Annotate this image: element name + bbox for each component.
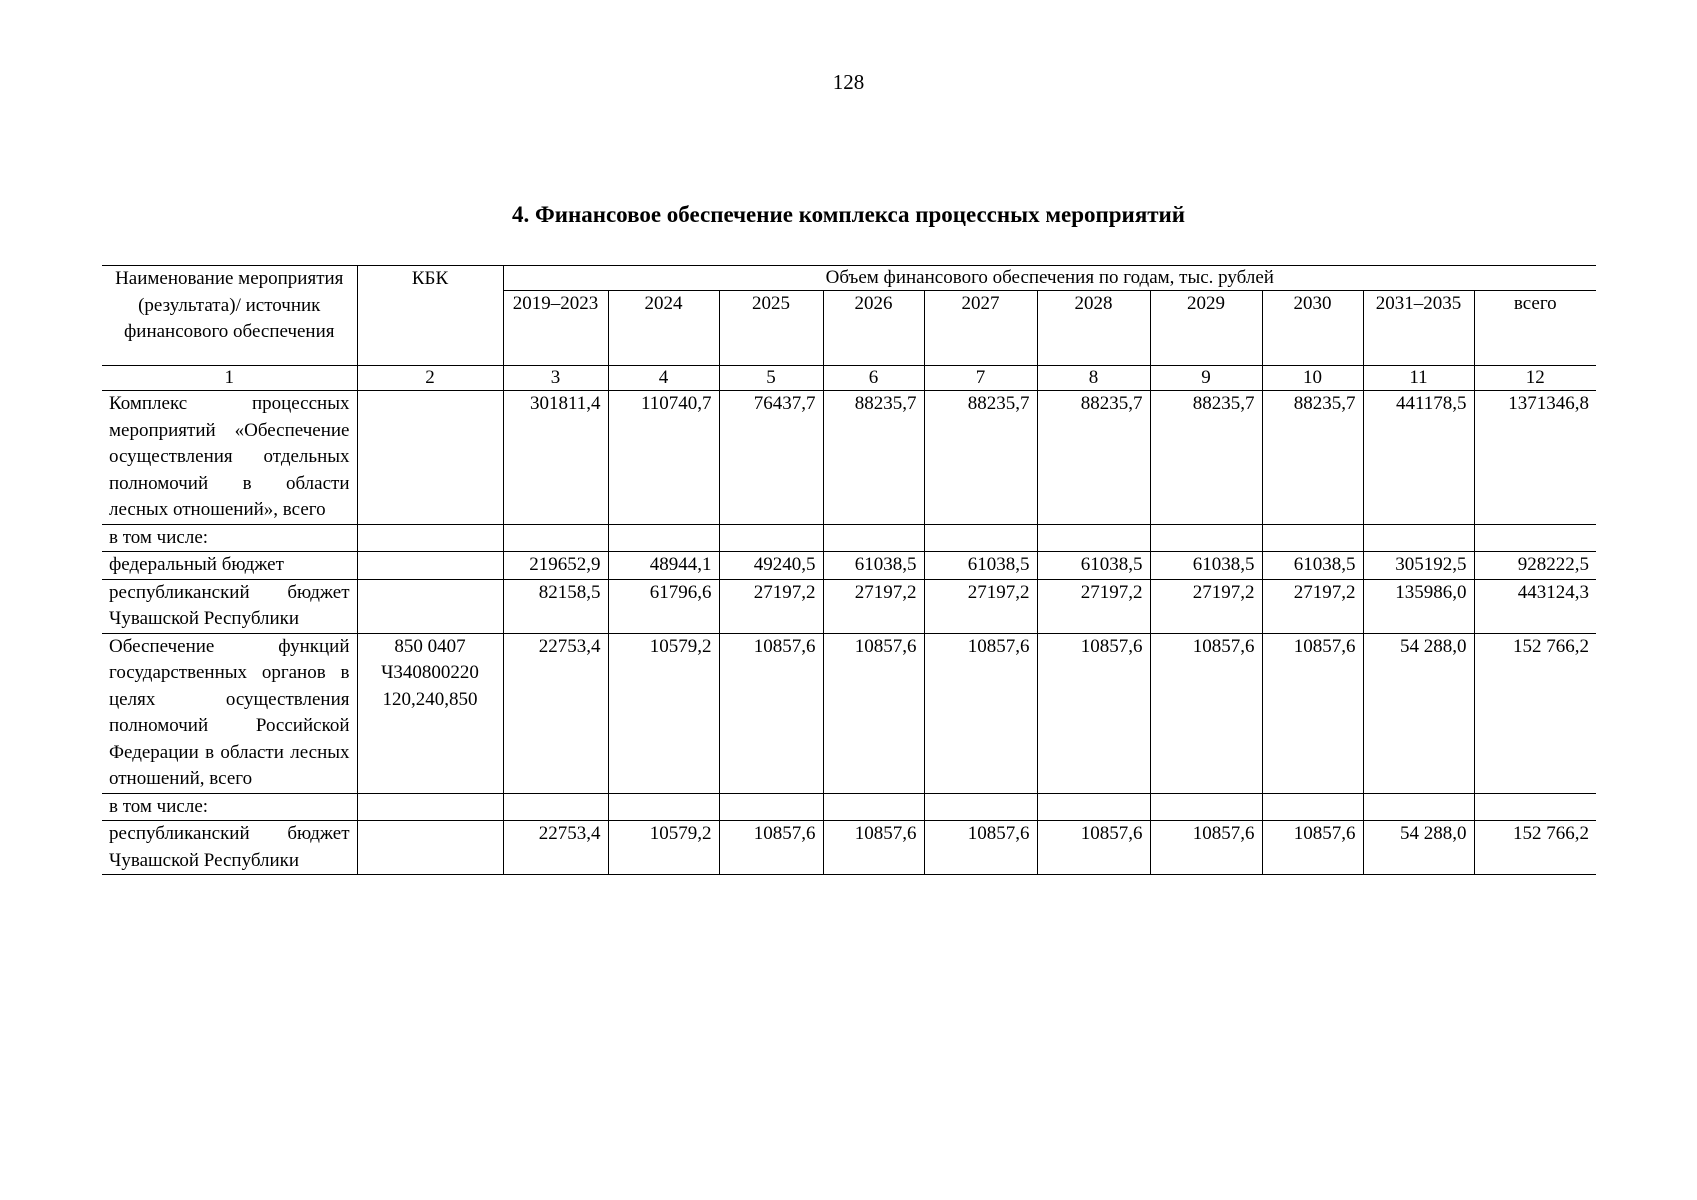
table-row xyxy=(102,552,1596,580)
header-year: 2027 xyxy=(924,291,1037,366)
row-name: Комплекс процессных мероприятий «Обеспечение осуществления отдельных полномочий в области лесных отношений», всего xyxy=(102,391,357,525)
header-year: 2028 xyxy=(1037,291,1150,366)
value-cell: 305192,5 xyxy=(1363,552,1474,580)
header-name: Наименование мероприятия (результата)/ источник финансового обеспечения xyxy=(102,266,357,366)
value-cell: 61038,5 xyxy=(924,552,1037,580)
section-title: 4. Финансовое обеспечение комплекса процессных мероприятий xyxy=(511,202,1186,227)
column-number: 8 xyxy=(1037,366,1150,391)
empty-cell xyxy=(608,793,719,821)
header-year: 2030 xyxy=(1262,291,1363,366)
value-cell: 10579,2 xyxy=(608,633,719,793)
value-cell: 10857,6 xyxy=(924,633,1037,793)
empty-cell xyxy=(924,793,1037,821)
column-number: 7 xyxy=(924,366,1037,391)
header-volume-group: Объем финансового обеспечения по годам, тыс. рублей xyxy=(503,266,1596,291)
header-year: 2024 xyxy=(608,291,719,366)
value-cell: 110740,7 xyxy=(608,391,719,525)
header-year: 2029 xyxy=(1150,291,1262,366)
column-number: 12 xyxy=(1474,366,1596,391)
value-cell: 27197,2 xyxy=(823,579,924,633)
column-number: 2 xyxy=(357,366,503,391)
value-cell: 61038,5 xyxy=(1262,552,1363,580)
value-cell: 61038,5 xyxy=(1037,552,1150,580)
value-cell: 928222,5 xyxy=(1474,552,1596,580)
column-number: 4 xyxy=(608,366,719,391)
empty-cell xyxy=(503,524,608,552)
header-year: 2025 xyxy=(719,291,823,366)
row-name: республиканский бюджет Чувашской Республики xyxy=(102,579,357,633)
header-year: 2026 xyxy=(823,291,924,366)
value-cell: 88235,7 xyxy=(924,391,1037,525)
empty-cell xyxy=(357,524,503,552)
table-row xyxy=(102,633,1596,793)
empty-cell xyxy=(357,793,503,821)
empty-cell xyxy=(1474,524,1596,552)
empty-cell xyxy=(1262,793,1363,821)
subtotal-label-row xyxy=(102,524,1596,552)
value-cell: 10857,6 xyxy=(719,633,823,793)
page-number: 128 xyxy=(832,70,865,94)
value-cell: 27197,2 xyxy=(1037,579,1150,633)
header-year: всего xyxy=(1474,291,1596,366)
value-cell: 10857,6 xyxy=(823,821,924,875)
empty-cell xyxy=(719,524,823,552)
value-cell: 61796,6 xyxy=(608,579,719,633)
value-cell: 10579,2 xyxy=(608,821,719,875)
empty-cell xyxy=(608,524,719,552)
value-cell: 10857,6 xyxy=(1262,821,1363,875)
row-kbk xyxy=(357,821,503,875)
value-cell: 27197,2 xyxy=(924,579,1037,633)
value-cell: 10857,6 xyxy=(1037,821,1150,875)
value-cell: 10857,6 xyxy=(1150,633,1262,793)
empty-cell xyxy=(503,793,608,821)
row-name: Обеспечение функций государственных органов в целях осуществления полномочий Российской Федерации в области лесных отношений, всего xyxy=(102,633,357,793)
value-cell: 27197,2 xyxy=(719,579,823,633)
value-cell: 27197,2 xyxy=(1150,579,1262,633)
row-kbk xyxy=(357,579,503,633)
value-cell: 1371346,8 xyxy=(1474,391,1596,525)
value-cell: 61038,5 xyxy=(823,552,924,580)
column-number: 11 xyxy=(1363,366,1474,391)
empty-cell xyxy=(1363,793,1474,821)
value-cell: 441178,5 xyxy=(1363,391,1474,525)
column-number: 6 xyxy=(823,366,924,391)
value-cell: 54 288,0 xyxy=(1363,633,1474,793)
empty-cell xyxy=(1037,793,1150,821)
value-cell: 443124,3 xyxy=(1474,579,1596,633)
empty-cell xyxy=(1150,793,1262,821)
header-year: 2031–2035 xyxy=(1363,291,1474,366)
value-cell: 152 766,2 xyxy=(1474,633,1596,793)
value-cell: 88235,7 xyxy=(1262,391,1363,525)
row-kbk: 850 0407 Ч340800220 120,240,850 xyxy=(357,633,503,793)
empty-cell xyxy=(823,524,924,552)
value-cell: 27197,2 xyxy=(1262,579,1363,633)
empty-cell xyxy=(1363,524,1474,552)
empty-cell xyxy=(1474,793,1596,821)
row-name: федеральный бюджет xyxy=(102,552,357,580)
row-name: республиканский бюджет Чувашской Республики xyxy=(102,821,357,875)
subtotal-label-row xyxy=(102,793,1596,821)
value-cell: 10857,6 xyxy=(1150,821,1262,875)
value-cell: 49240,5 xyxy=(719,552,823,580)
value-cell: 10857,6 xyxy=(719,821,823,875)
value-cell: 54 288,0 xyxy=(1363,821,1474,875)
value-cell: 10857,6 xyxy=(1262,633,1363,793)
column-number: 10 xyxy=(1262,366,1363,391)
column-number-row xyxy=(102,366,1596,391)
value-cell: 61038,5 xyxy=(1150,552,1262,580)
value-cell: 152 766,2 xyxy=(1474,821,1596,875)
table-row xyxy=(102,821,1596,875)
empty-cell xyxy=(924,524,1037,552)
row-label: в том числе: xyxy=(102,524,357,552)
empty-cell xyxy=(823,793,924,821)
value-cell: 10857,6 xyxy=(924,821,1037,875)
header-row-top xyxy=(102,266,1596,291)
empty-cell xyxy=(1037,524,1150,552)
empty-cell xyxy=(719,793,823,821)
empty-cell xyxy=(1262,524,1363,552)
financial-table xyxy=(102,265,1596,875)
column-number: 3 xyxy=(503,366,608,391)
value-cell: 48944,1 xyxy=(608,552,719,580)
value-cell: 22753,4 xyxy=(503,821,608,875)
header-year: 2019–2023 xyxy=(503,291,608,366)
table-row xyxy=(102,391,1596,525)
row-label: в том числе: xyxy=(102,793,357,821)
row-kbk xyxy=(357,391,503,525)
empty-cell xyxy=(1150,524,1262,552)
value-cell: 10857,6 xyxy=(823,633,924,793)
value-cell: 219652,9 xyxy=(503,552,608,580)
row-kbk xyxy=(357,552,503,580)
value-cell: 82158,5 xyxy=(503,579,608,633)
table-row xyxy=(102,579,1596,633)
value-cell: 301811,4 xyxy=(503,391,608,525)
value-cell: 88235,7 xyxy=(1037,391,1150,525)
value-cell: 88235,7 xyxy=(1150,391,1262,525)
column-number: 9 xyxy=(1150,366,1262,391)
value-cell: 10857,6 xyxy=(1037,633,1150,793)
value-cell: 135986,0 xyxy=(1363,579,1474,633)
column-number: 1 xyxy=(102,366,357,391)
column-number: 5 xyxy=(719,366,823,391)
header-kbk: КБК xyxy=(357,266,503,366)
value-cell: 76437,7 xyxy=(719,391,823,525)
value-cell: 22753,4 xyxy=(503,633,608,793)
value-cell: 88235,7 xyxy=(823,391,924,525)
